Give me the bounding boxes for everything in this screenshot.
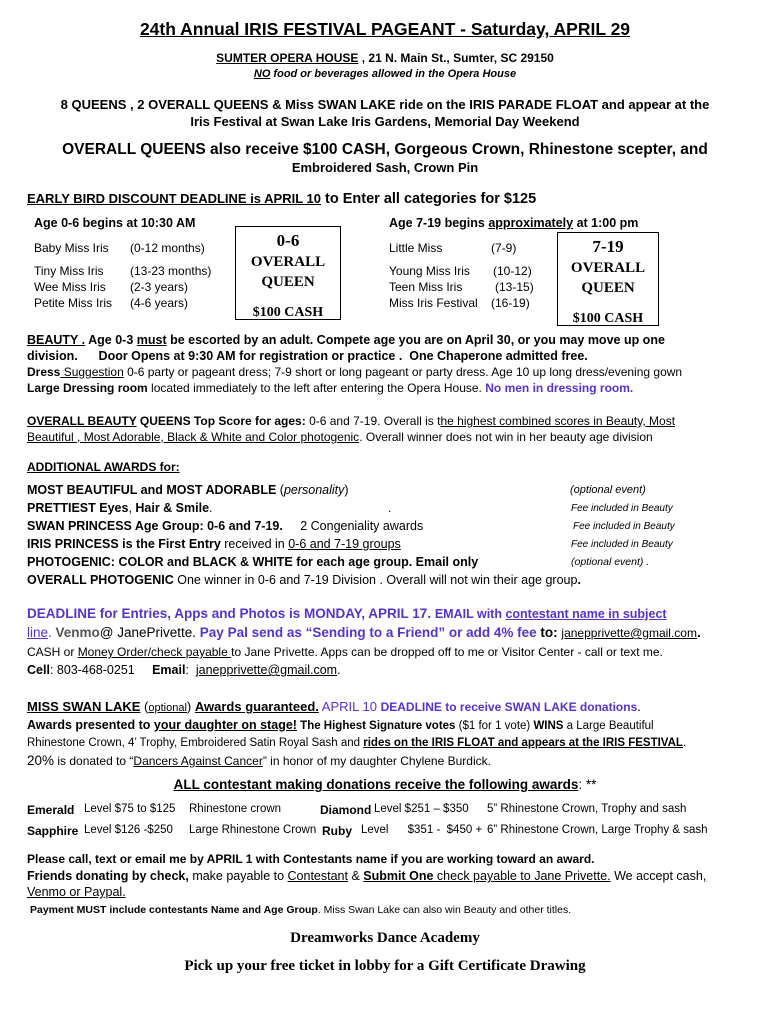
r4a: IRIS PRINCESS is the First Entry <box>27 537 221 551</box>
swan-lake-title: MISS SWAN LAKE <box>27 699 141 714</box>
p2b: rides on the IRIS FLOAT and appears at the IRIS FESTIVAL <box>363 737 683 749</box>
deadline-l2b: . <box>48 625 56 640</box>
r3b: 2 Congeniality awards <box>282 519 424 533</box>
p2a: Rhinestone Crown, 4’ Trophy, Embroidered Satin Royal Sash and <box>27 737 364 749</box>
deadline-line-word: line <box>27 625 49 640</box>
tier-name: Ruby <box>322 824 352 838</box>
age-row <box>34 241 109 255</box>
box-age: 7-19 <box>592 237 624 256</box>
deadline-l1a: DEADLINE for Entries, Apps and Photos is MONDAY, APRIL 17 <box>27 606 428 621</box>
tier-award: 5” Rhinestone Crown, Trophy and sash <box>487 803 687 815</box>
age-row-ages: (13-23 months) <box>130 264 212 278</box>
award-note: Fee included in Beauty <box>571 503 673 514</box>
c-l4a: Payment MUST include contestants Name and Age Group <box>30 904 318 916</box>
age-row-ages: (10-12) <box>493 264 532 278</box>
dress-line <box>27 365 682 379</box>
deadline-l1b: . <box>427 606 435 621</box>
intro-line-2: Iris Festival at Swan Lake Iris Gardens, Memorial Day Weekend <box>190 114 580 129</box>
r6b: One winner in 0-6 and 7-19 Division . Overall will not win their age group <box>173 573 578 587</box>
swan-deadline-date: APRIL 10 <box>318 699 381 714</box>
swan-deadline-text: DEADLINE to receive SWAN LAKE donations <box>380 700 638 714</box>
p3c: Dancers Against Cancer <box>133 754 263 768</box>
no-food-note <box>0 68 770 80</box>
p1b: your daughter on stage! <box>153 718 297 732</box>
donations-heading-end: : ** <box>578 777 597 792</box>
age-row-ages: (4-6 years) <box>130 296 189 310</box>
venue-address <box>0 51 770 65</box>
early-bird-label: EARLY BIRD DISCOUNT DEADLINE is APRIL 10 <box>27 191 321 206</box>
tier-range: Level $251 – $350 <box>374 803 469 815</box>
heading-b: at 1:00 pm <box>573 216 639 230</box>
r1d: ) <box>344 483 349 497</box>
box-cash: $100 CASH <box>252 305 324 320</box>
cell-number: : 803-468-0251 <box>49 663 153 677</box>
award-row-prettiest <box>27 501 213 515</box>
email-label: Email <box>152 663 186 677</box>
r1b: ( <box>279 483 284 497</box>
award-row-photogenic: PHOTOGENIC: COLOR and BLACK & WHITE for each age group. Email only <box>27 555 479 569</box>
tier-award: Rhinestone crown <box>189 803 282 815</box>
age-row-name: Young Miss Iris <box>389 264 470 278</box>
paypal-to: to: <box>536 625 562 640</box>
intro-line-1: 8 QUEENS , 2 OVERALL QUEENS & Miss SWAN LAKE ride on the IRIS PARADE FLOAT and appear at the <box>60 97 710 112</box>
award-row-swan-princess <box>27 519 423 533</box>
p1d: ($1 for 1 vote) <box>455 720 534 732</box>
swan-lake-p3 <box>27 753 491 768</box>
dress-suggestion: Suggestion <box>60 365 124 379</box>
overall-beauty-line-2 <box>27 430 653 444</box>
age-row-name: Petite Miss Iris <box>34 296 113 310</box>
tier-range: Level $75 to $125 <box>84 803 176 815</box>
c-l2h: , <box>702 869 707 883</box>
contact-email-link[interactable]: janepprivette@gmail.com <box>195 663 338 677</box>
age-row-name: Little Miss <box>389 241 443 255</box>
page-title: 24th Annual IRIS FESTIVAL PAGEANT - Saturday, APRIL 29 <box>139 19 631 39</box>
r4c: 0-6 and 7-19 groups <box>288 537 401 551</box>
early-bird-line <box>27 190 536 208</box>
ob-text-1u: he highest combined scores in Beauty, Most <box>440 414 676 428</box>
r6a: OVERALL PHOTOGENIC <box>27 573 174 587</box>
r1a: MOST BEAUTIFUL and MOST ADORABLE <box>27 483 280 497</box>
tier-range: Level $126 -$250 <box>84 824 173 836</box>
c-l4b: . Miss Swan Lake can also win Beauty and other titles. <box>317 904 572 916</box>
contact-line-1: Please call, text or email me by APRIL 1 with Contestants name if you are working toward an award. <box>27 852 595 866</box>
deadline-line-3 <box>27 645 663 659</box>
tier-range: Level $351 - $450 + <box>361 824 483 836</box>
room-label: Large Dressing room <box>27 381 148 395</box>
age-row-ages: (16-19) <box>491 296 530 310</box>
r2c: Hair & Smile <box>135 501 210 515</box>
award-note: (optional event) . <box>571 556 650 568</box>
paypal-send-as: send as <box>247 625 306 640</box>
box-line-1: OVERALL <box>250 254 326 270</box>
c-l2d: & <box>347 869 364 883</box>
age-row-ages: (0-12 months) <box>130 241 205 255</box>
academy-name: Dreamworks Dance Academy <box>290 930 480 946</box>
ob-label-2: QUEENS Top Score for ages: <box>136 414 306 428</box>
p3d: ” in honor of my daughter Chylene Burdick. <box>262 754 491 768</box>
award-note: Fee included in Beauty <box>573 521 675 532</box>
r4b: received in <box>220 537 289 551</box>
no-food-no: NO <box>253 68 271 80</box>
age-row-ages: (2-3 years) <box>130 280 189 294</box>
swan-lake-p1 <box>27 718 654 732</box>
donations-heading-text: ALL contestant making donations receive the following awards <box>173 777 579 792</box>
opt-word: optional <box>148 702 187 714</box>
deadline-line-2 <box>27 625 701 640</box>
dressing-room-line <box>27 381 633 395</box>
opt-a: ( <box>140 699 149 714</box>
beauty-line-1 <box>27 333 665 347</box>
deadline-l1d: contestant name in subject <box>505 607 667 621</box>
award-dot: . <box>388 501 392 515</box>
contact-line-4 <box>30 904 571 916</box>
age-row-name: Tiny Miss Iris <box>34 264 104 278</box>
overall-beauty-line-1 <box>27 414 675 428</box>
venmo-handle: @ JanePrivette. <box>99 625 200 640</box>
r1c: personality <box>283 483 345 497</box>
age-row-ages: (7-9) <box>491 241 517 255</box>
overall-queen-box-7-19 <box>557 232 659 326</box>
email-end: . <box>337 663 341 677</box>
cash-or: CASH or <box>27 645 78 659</box>
r3a: SWAN PRINCESS Age Group: 0-6 and 7-19. <box>27 519 283 533</box>
paypal-friend: “Sending to a Friend” or add 4% fee <box>305 625 537 640</box>
contact-line-3: Venmo or Paypal. <box>27 885 126 899</box>
swan-lake-heading <box>27 699 641 714</box>
c-l2a: Friends donating by check, <box>27 869 189 883</box>
r2a: PRETTIEST Eyes <box>27 501 129 515</box>
swan-deadline-end: . <box>637 699 641 714</box>
c-l2e: Submit One <box>363 869 434 883</box>
p3a: 20% <box>27 753 55 768</box>
beauty-l1a: Age 0-3 <box>85 333 137 347</box>
age-row-name: Baby Miss Iris <box>34 241 109 255</box>
email-colon: : <box>185 663 196 677</box>
deadline-line-1 <box>27 606 667 621</box>
age-old-heading <box>389 216 638 230</box>
r2d: . <box>209 501 213 515</box>
p1e: WINS <box>533 720 564 732</box>
contact-line <box>27 663 341 677</box>
c-l2c: Contestant <box>287 869 348 883</box>
age-row-name: Wee Miss Iris <box>34 280 106 294</box>
overall-queen-box-0-6 <box>235 226 341 320</box>
no-men-note: No men in dressing room. <box>485 381 634 395</box>
tier-name: Sapphire <box>27 824 79 838</box>
box-line-1: OVERALL <box>570 260 646 276</box>
box-cash: $100 CASH <box>572 311 644 326</box>
contact-line-2 <box>27 869 706 883</box>
box-age: 0-6 <box>276 231 300 250</box>
age-row-name: Miss Iris Festival <box>389 296 478 310</box>
pickup-note: Pick up your free ticket in lobby for a Gift Certificate Drawing <box>184 958 586 974</box>
beauty-must: must <box>136 333 167 347</box>
venmo-label: Venmo <box>55 625 100 640</box>
p1a: Awards presented to <box>27 718 154 732</box>
tier-award: Large Rhinestone Crown <box>189 824 317 836</box>
age-row-ages: (13-15) <box>495 280 534 294</box>
address: , 21 N. Main St., Sumter, SC 29150 <box>358 51 554 65</box>
dress-label: Dress <box>27 365 61 379</box>
r6c: . <box>577 573 581 587</box>
p3b: is donated to “ <box>54 754 134 768</box>
r2b: , <box>128 501 136 515</box>
award-row-most-beautiful <box>27 483 349 497</box>
dress-text: 0-6 party or pageant dress; 7-9 short or long pageant or party dress. Age 10 up long dress/evening gown <box>123 365 683 379</box>
overall-prize-line-1: OVERALL QUEENS also receive $100 CASH, Gorgeous Crown, Rhinestone scepter, and <box>62 141 708 158</box>
venue-name: SUMTER OPERA HOUSE <box>216 51 359 65</box>
no-food-rest: food or beverages allowed in the Opera House <box>270 68 517 80</box>
paypal-email-link[interactable]: janepprivette@gmail.com <box>561 626 697 640</box>
age-row-name: Teen Miss Iris <box>389 280 463 294</box>
award-note: Fee included in Beauty <box>571 539 673 550</box>
heading-u: approximately <box>488 216 574 230</box>
ob-text-1a: 0-6 and 7-19. Overall is t <box>305 414 441 428</box>
box-line-2: QUEEN <box>581 280 635 296</box>
overall-prize-line-2: Embroidered Sash, Crown Pin <box>291 160 479 175</box>
paypal-label: Pay Pal <box>199 625 248 640</box>
tier-name: Emerald <box>27 803 75 817</box>
p1c: The Highest Signature votes <box>296 720 456 732</box>
p1f: a Large Beautiful <box>563 720 654 732</box>
cell-label: Cell <box>27 663 50 677</box>
beauty-l1b: be escorted by an adult. Compete age you are on April 30, or you may move up one <box>166 333 665 347</box>
c-l2g: We accept cash <box>610 869 703 883</box>
box-line-2: QUEEN <box>261 274 315 290</box>
tier-name: Diamond <box>320 803 372 817</box>
room-text: located immediately to the left after entering the Opera House. <box>147 381 486 395</box>
ob-label: OVERALL BEAUTY <box>27 414 137 428</box>
deadline-l2g: . <box>696 625 701 640</box>
c-l2b: make payable to <box>188 869 288 883</box>
deadline-l3c: to Jane Privette. Apps can be dropped off to me or Visitor Center - call or text me. <box>231 645 663 659</box>
ob-text-2u: Beautiful , Most Adorable, Black & White and Color photogenic <box>27 430 360 444</box>
p2c: . <box>682 737 687 749</box>
additional-heading: ADDITIONAL AWARDS for: <box>27 460 180 474</box>
heading-a: Age 7-19 begins <box>389 216 489 230</box>
award-row-overall-photogenic <box>27 573 581 587</box>
award-note: (optional event) <box>570 484 646 496</box>
c-l2f: check payable to Jane Privette. <box>433 869 611 883</box>
early-bird-rest: to Enter all categories for $125 <box>321 191 537 207</box>
award-row-iris-princess <box>27 537 401 551</box>
money-order: Money Order/check payable <box>77 645 232 659</box>
tier-award: 6” Rhinestone Crown, Large Trophy & sash <box>487 824 708 836</box>
deadline-l1c: EMAIL with <box>434 607 506 621</box>
guaranteed: Awards guaranteed. <box>194 699 319 714</box>
age-young-heading: Age 0-6 begins at 10:30 AM <box>34 216 196 230</box>
ob-text-2b: . Overall winner does not win in her beauty age division <box>359 430 653 444</box>
beauty-line-2: division. Door Opens at 9:30 AM for registration or practice . One Chaperone admitted free. <box>27 349 588 363</box>
donations-heading <box>0 777 770 792</box>
swan-lake-p2 <box>27 737 686 749</box>
beauty-label: BEAUTY . <box>27 333 86 347</box>
opt-b: ) <box>186 699 195 714</box>
